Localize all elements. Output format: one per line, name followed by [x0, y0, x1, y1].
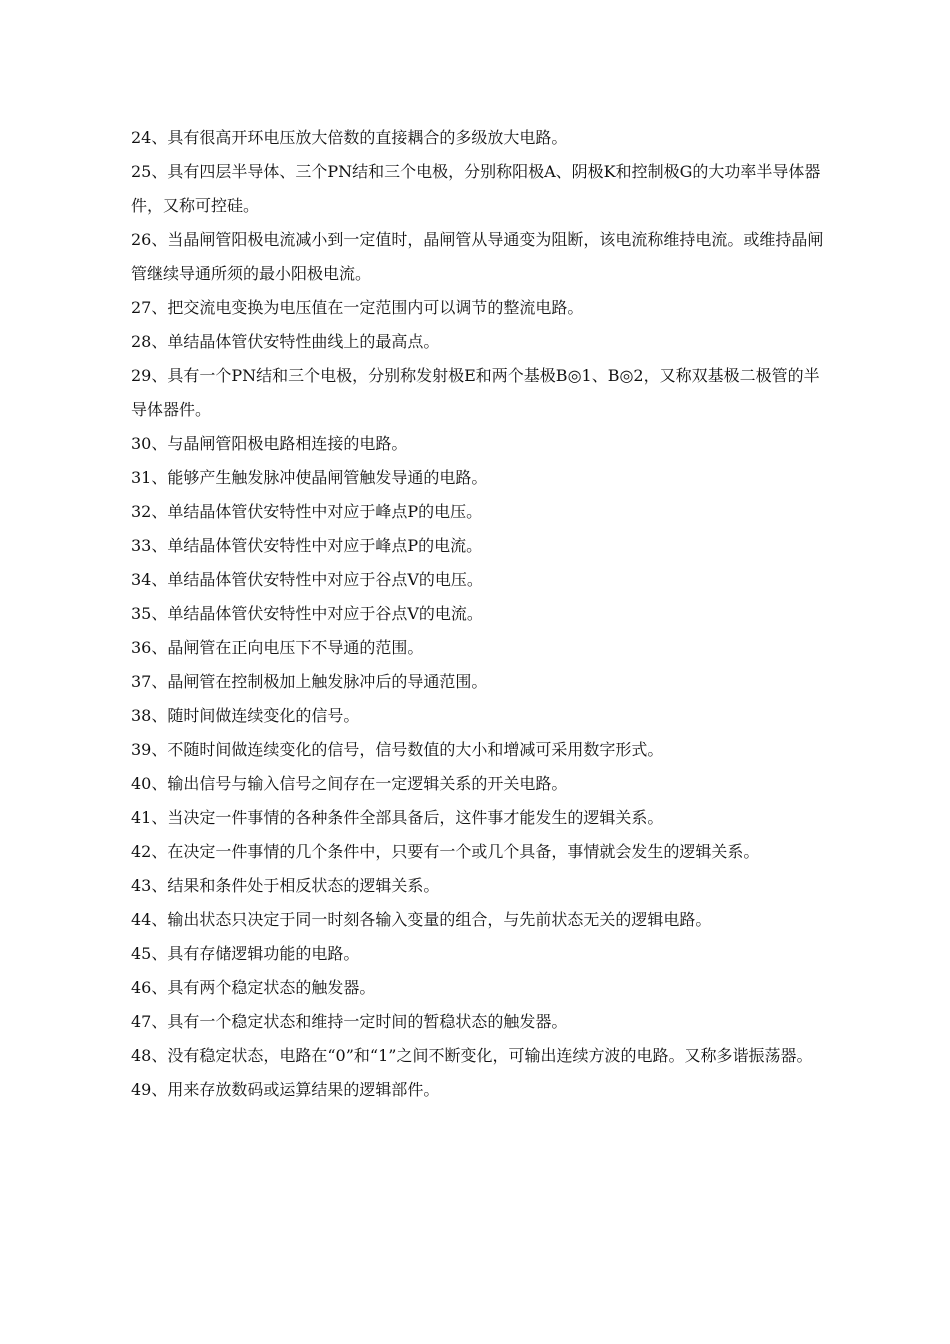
definition-item-40: 40、输出信号与输入信号之间存在一定逻辑关系的开关电路。: [131, 774, 568, 793]
definition-item-48: 48、没有稳定状态，电路在“0”和“1”之间不断变化，可输出连续方波的电路。又称多谐振荡器。: [131, 1046, 813, 1065]
definition-item-45: 45、具有存储逻辑功能的电路。: [131, 944, 360, 963]
definition-item-27: 27、把交流电变换为电压值在一定范围内可以调节的整流电路。: [131, 298, 584, 317]
definition-item-25: 25、具有四层半导体、三个PN结和三个电极，分别称阳极A、阴极K和控制极G的大功率半导体器件，又称可控硅。: [131, 162, 821, 215]
definition-item-42: 42、在决定一件事情的几个条件中，只要有一个或几个具备，事情就会发生的逻辑关系。: [131, 842, 760, 861]
definition-item-32: 32、单结晶体管伏安特性中对应于峰点P的电压。: [131, 502, 483, 521]
definition-item-35: 35、单结晶体管伏安特性中对应于谷点V的电流。: [131, 604, 483, 623]
definition-item-31: 31、能够产生触发脉冲使晶闸管触发导通的电路。: [131, 468, 488, 487]
definition-item-28: 28、单结晶体管伏安特性曲线上的最高点。: [131, 332, 440, 351]
definition-item-24: 24、具有很高开环电压放大倍数的直接耦合的多级放大电路。: [131, 128, 568, 147]
definition-item-39: 39、不随时间做连续变化的信号，信号数值的大小和增减可采用数字形式。: [131, 740, 664, 759]
definition-item-38: 38、随时间做连续变化的信号。: [131, 706, 360, 725]
definition-item-36: 36、晶闸管在正向电压下不导通的范围。: [131, 638, 424, 657]
definition-item-30: 30、与晶闸管阳极电路相连接的电路。: [131, 434, 408, 453]
definition-item-46: 46、具有两个稳定状态的触发器。: [131, 978, 376, 997]
definition-item-47: 47、具有一个稳定状态和维持一定时间的暂稳状态的触发器。: [131, 1012, 568, 1031]
definition-item-33: 33、单结晶体管伏安特性中对应于峰点P的电流。: [131, 536, 483, 555]
definition-item-26: 26、当晶闸管阳极电流减小到一定值时，晶闸管从导通变为阻断，该电流称维持电流。或维持晶闸管继续导通所须的最小阳极电流。: [131, 230, 824, 283]
definition-item-29: 29、具有一个PN结和三个电极，分别称发射极E和两个基极B◎1、B◎2，又称双基极二极管的半导体器件。: [131, 366, 820, 419]
definition-list: [131, 121, 831, 1107]
definition-item-49: 49、用来存放数码或运算结果的逻辑部件。: [131, 1080, 440, 1099]
definition-item-43: 43、结果和条件处于相反状态的逻辑关系。: [131, 876, 440, 895]
definition-item-37: 37、晶闸管在控制极加上触发脉冲后的导通范围。: [131, 672, 488, 691]
definition-item-44: 44、输出状态只决定于同一时刻各输入变量的组合，与先前状态无关的逻辑电路。: [131, 910, 712, 929]
definition-item-34: 34、单结晶体管伏安特性中对应于谷点V的电压。: [131, 570, 483, 589]
definition-item-41: 41、当决定一件事情的各种条件全部具备后，这件事才能发生的逻辑关系。: [131, 808, 664, 827]
